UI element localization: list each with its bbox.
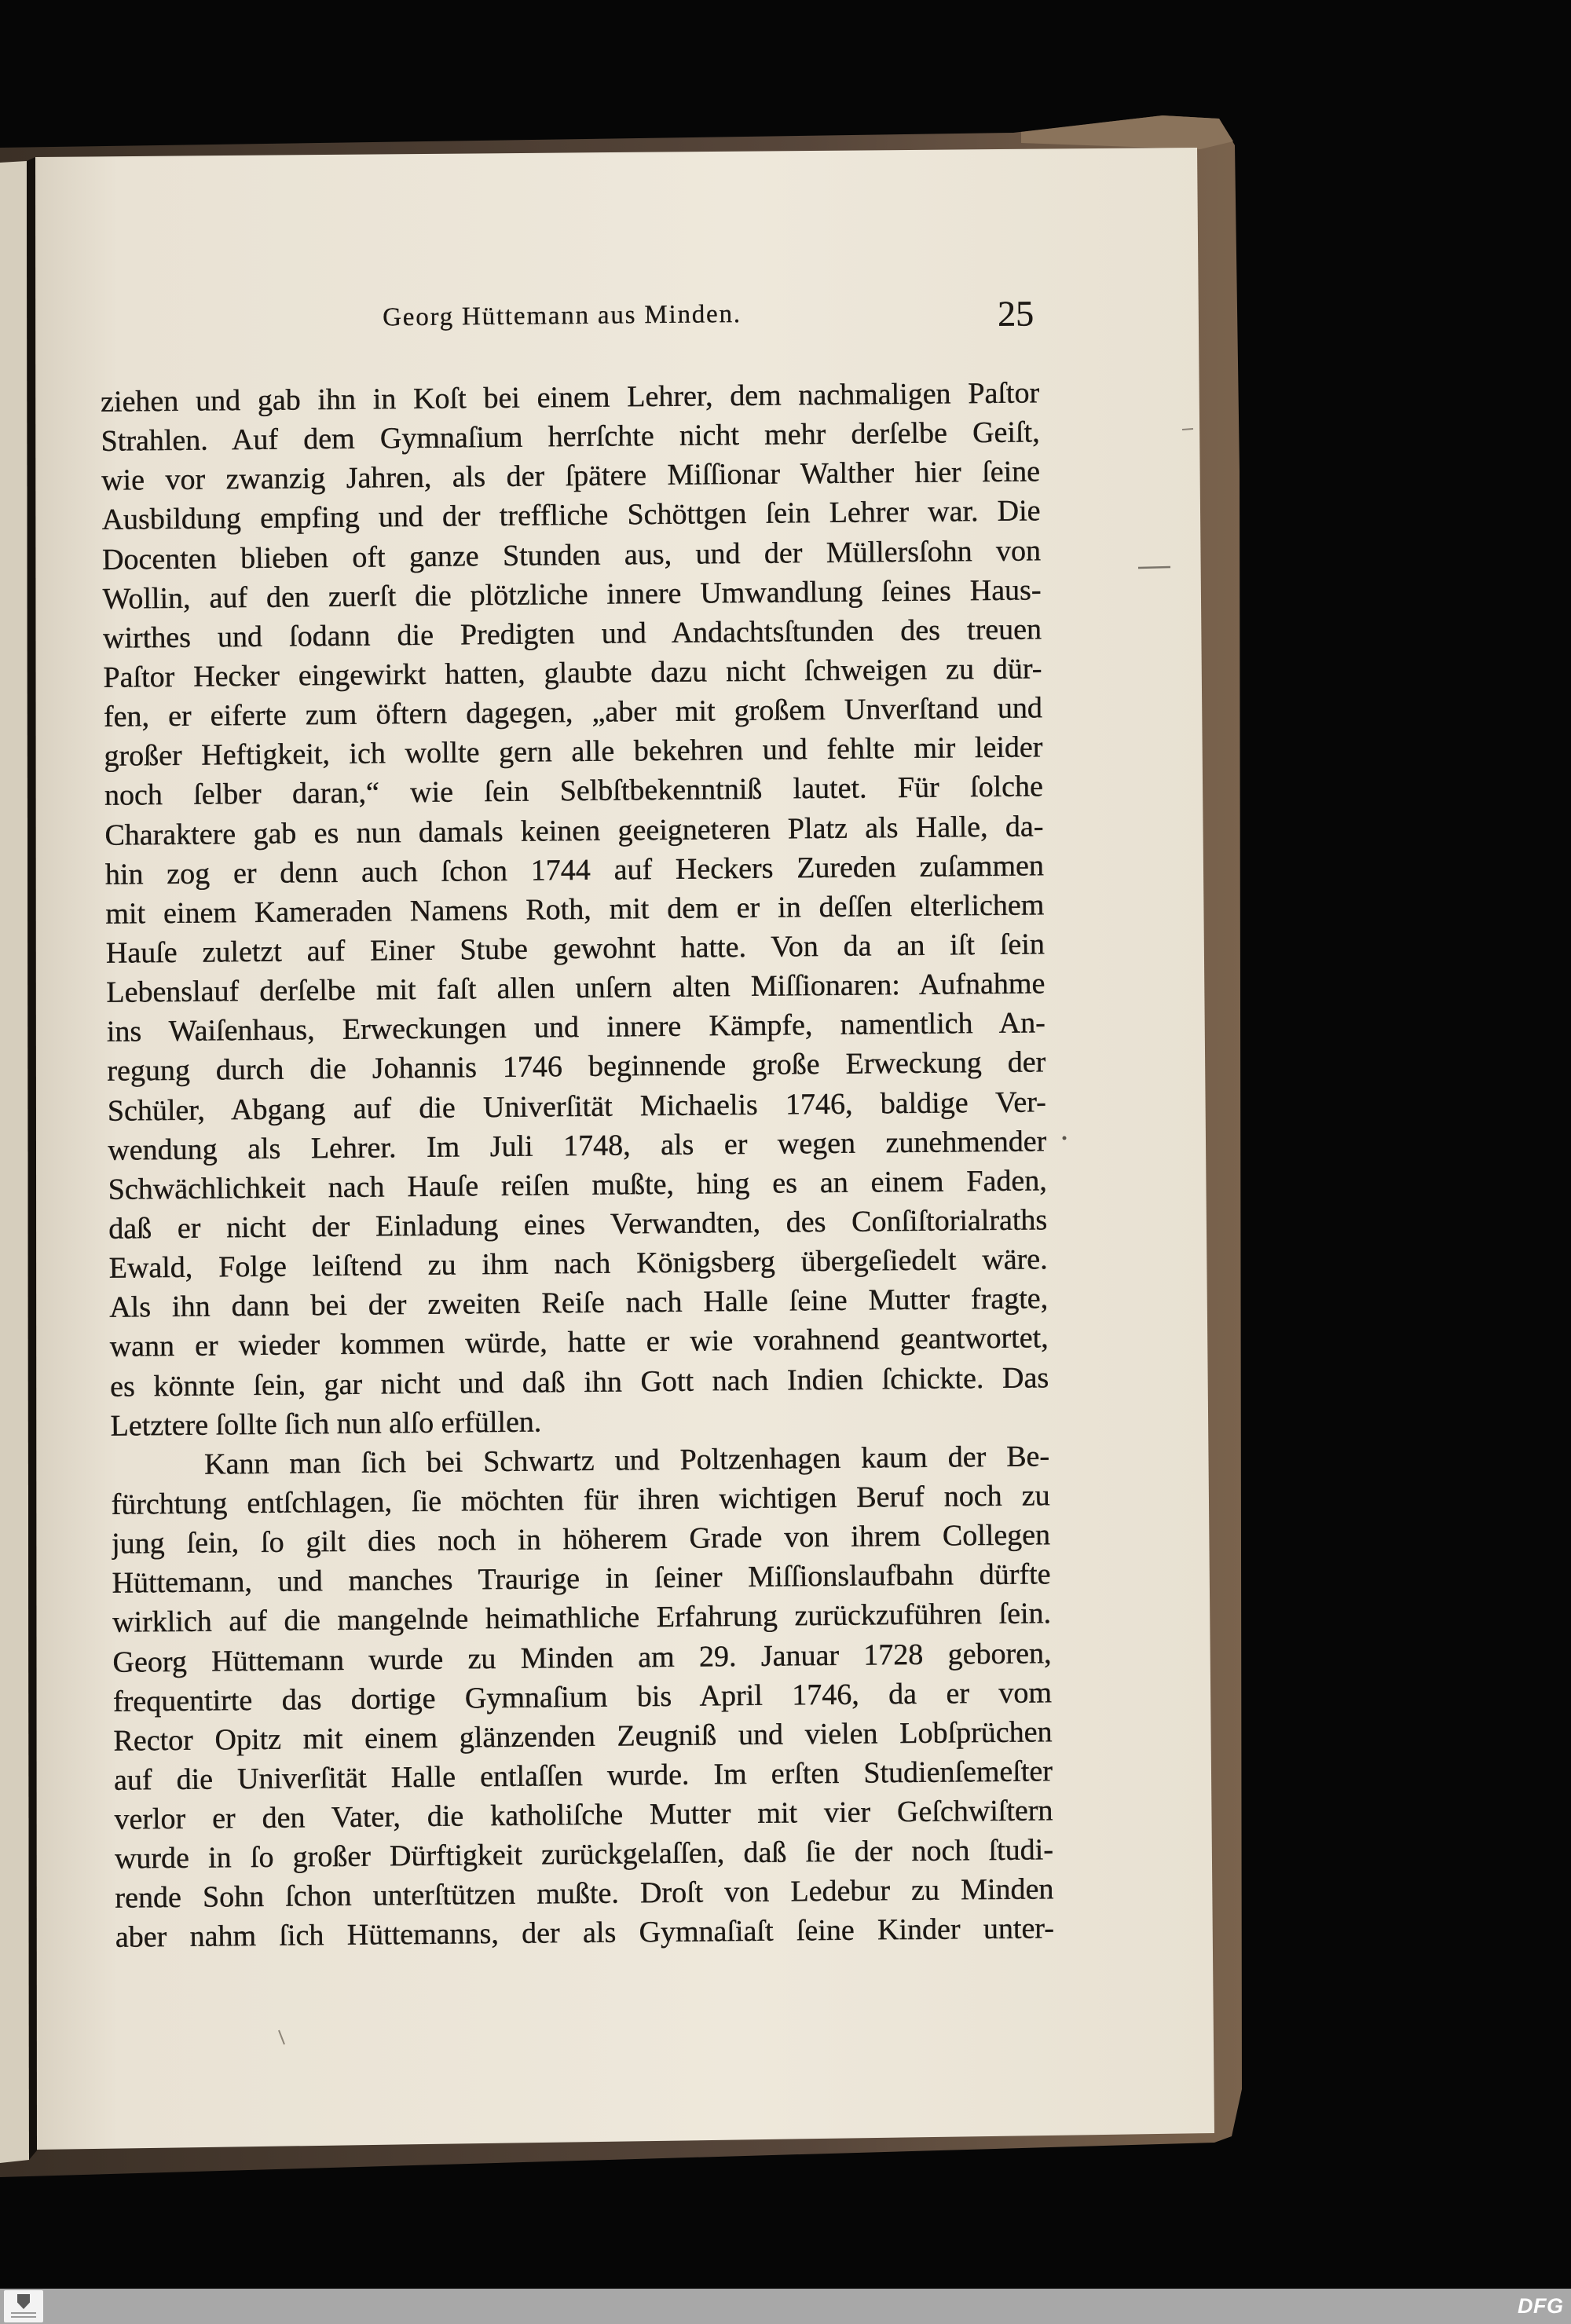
paragraph-first-line: Kann man ſich bei Schwartz und Poltzenhagen kaum der Be- (203, 1440, 1050, 1481)
logo-caption-mark (11, 2316, 36, 2318)
body-text-line: Als ihn dann bei der zweiten Reiſe nach Halle ſeine Mutter fragte, (109, 1282, 1049, 1325)
body-text-line: es könnte ſein, gar nicht und daß ihn Gott nach Indien ſchickte. Das (109, 1360, 1049, 1404)
body-text-line: ins Waiſenhaus, Erweckungen und innere Kämpfe, namentlich An- (106, 1006, 1046, 1049)
logo-caption-mark (11, 2312, 36, 2314)
body-text-line: Docenten blieben oft ganze Stunden aus, und der Müllersſohn von (101, 533, 1042, 576)
body-text-line: Paſtor Hecker eingewirkt hatten, glaubte dazu nicht ſchweigen zu dür- (103, 652, 1042, 694)
body-text-line: jung ſein, ſo gilt dies noch in höherem Grade von ihrem Collegen (111, 1518, 1051, 1561)
crest-icon (17, 2294, 30, 2309)
body-text-line: hin zog er denn auch ſchon 1744 auf Heckers Zureden zuſammen (104, 849, 1045, 891)
body-text-line: ziehen und gab ihn in Koſt bei einem Lehrer, dem nachmaligen Paſtor (100, 376, 1040, 419)
body-text-line: fürchtung entſchlagen, ſie möchten für ihren wichtigen Beruf noch zu (111, 1479, 1050, 1521)
body-text-line: Rector Opitz mit einem glänzenden Zeugniß und vielen Lobſprüchen (113, 1715, 1053, 1758)
body-text-line: wirthes und ſodann die Predigten und Andachtsſtunden des treuen (102, 613, 1042, 655)
body-text-line: wendung als Lehrer. Im Juli 1748, als er wegen zunehmender (108, 1124, 1047, 1167)
body-text-line: wie vor zwanzig Jahren, als der ſpätere Miſſionar Walther hier ſeine (101, 455, 1041, 498)
body-text-line: Wollin, auf den zuerſt die plötzliche innere Umwandlung ſeines Haus- (102, 573, 1042, 616)
body-text-line: großer Heftigkeit, ich wollte gern alle bekehren und fehlte mir leider (104, 730, 1043, 774)
facing-page-edge (0, 161, 29, 2163)
body-text-line: wurde in ſo großer Dürftigkeit zurückgelaſſen, daß ſie der noch ſtudi- (114, 1833, 1054, 1876)
body-text-line: verlor er den Vater, die katholiſche Mutter mit vier Geſchwiſtern (114, 1794, 1053, 1836)
body-text-line: aber nahm ſich Hüttemanns, der als Gymnaſiaſt ſeine Kinder unter- (115, 1912, 1055, 1955)
body-text-line: rende Sohn ſchon unterſtützen mußte. Droſt von Ledebur zu Minden (115, 1872, 1054, 1916)
body-text-line: frequentirte das dortige Gymnaſium bis April 1746, da er vom (112, 1675, 1053, 1718)
body-text-line: mit einem Kameraden Namens Roth, mit dem er in deſſen elterlichem (105, 888, 1045, 931)
body-text-line: wirklich auf die mangelnde heimathliche Erfahrung zurückzuführen ſein. (112, 1597, 1052, 1640)
page-number: 25 (997, 293, 1035, 334)
body-text-line: noch ſelber daran,“ wie ſein Selbſtbekenntniß lautet. Für ſolche (104, 770, 1044, 813)
body-text-line: Charaktere gab es nun damals keinen geeigneteren Platz als Halle, da- (104, 809, 1044, 852)
dfg-label: DFG (1518, 2294, 1564, 2318)
viewer-footer-bar (0, 2289, 1571, 2324)
page-text-block (86, 278, 1076, 1968)
library-emblem-icon (4, 2290, 43, 2322)
margin-mark (1182, 429, 1193, 430)
body-text-line: Hauſe zuletzt auf Einer Stube gewohnt hatte. Von da an iſt ſein (105, 928, 1046, 970)
body-text-line: Lebenslauf derſelbe mit faſt allen unſern alten Miſſionaren: Aufnahme (106, 967, 1046, 1009)
body-text-line: Georg Hüttemann wurde zu Minden am 29. Januar 1728 geboren, (112, 1636, 1052, 1679)
body-text-line: Hüttemann, und manches Traurige in ſeiner Miſſionslaufbahn dürfte (112, 1557, 1051, 1600)
margin-mark (1138, 567, 1170, 568)
body-text (101, 373, 1054, 1957)
body-text-line: Strahlen. Auf dem Gymnaſium herrſchte nicht mehr derſelbe Geiſt, (101, 415, 1040, 458)
paragraph-last-line: Letztere ſollte ſich nun alſo erfüllen. (110, 1405, 542, 1443)
body-text-line: daß er nicht der Einladung eines Verwandten, des Conſiſtorialraths (108, 1203, 1048, 1246)
body-text-line: Ewald, Folge leiſtend zu ihm nach Königsberg übergeſiedelt wäre. (108, 1243, 1048, 1285)
body-text-line: wann er wieder kommen würde, hatte er wie vorahnend geantwortet, (109, 1321, 1049, 1364)
body-text-line: auf die Univerſität Halle entlaſſen wurde. Im erſten Studienſemeſter (113, 1755, 1053, 1797)
body-text-line: Schüler, Abgang auf die Univerſität Michaelis 1746, baldige Ver- (107, 1085, 1046, 1128)
body-text-line: Schwächlichkeit nach Hauſe reiſen mußte, hing es an einem Faden, (108, 1164, 1047, 1206)
body-text-line: fen, er eiferte zum öftern dagegen, „aber mit großem Unverſtand und (103, 691, 1043, 734)
body-text-line: regung durch die Johannis 1746 beginnende große Erweckung der (107, 1045, 1046, 1089)
body-text-line: Ausbildung empfing und der treffliche Schöttgen ſein Lehrer war. Die (101, 494, 1041, 537)
running-head: Georg Hüttemann aus Minden. (382, 299, 742, 332)
